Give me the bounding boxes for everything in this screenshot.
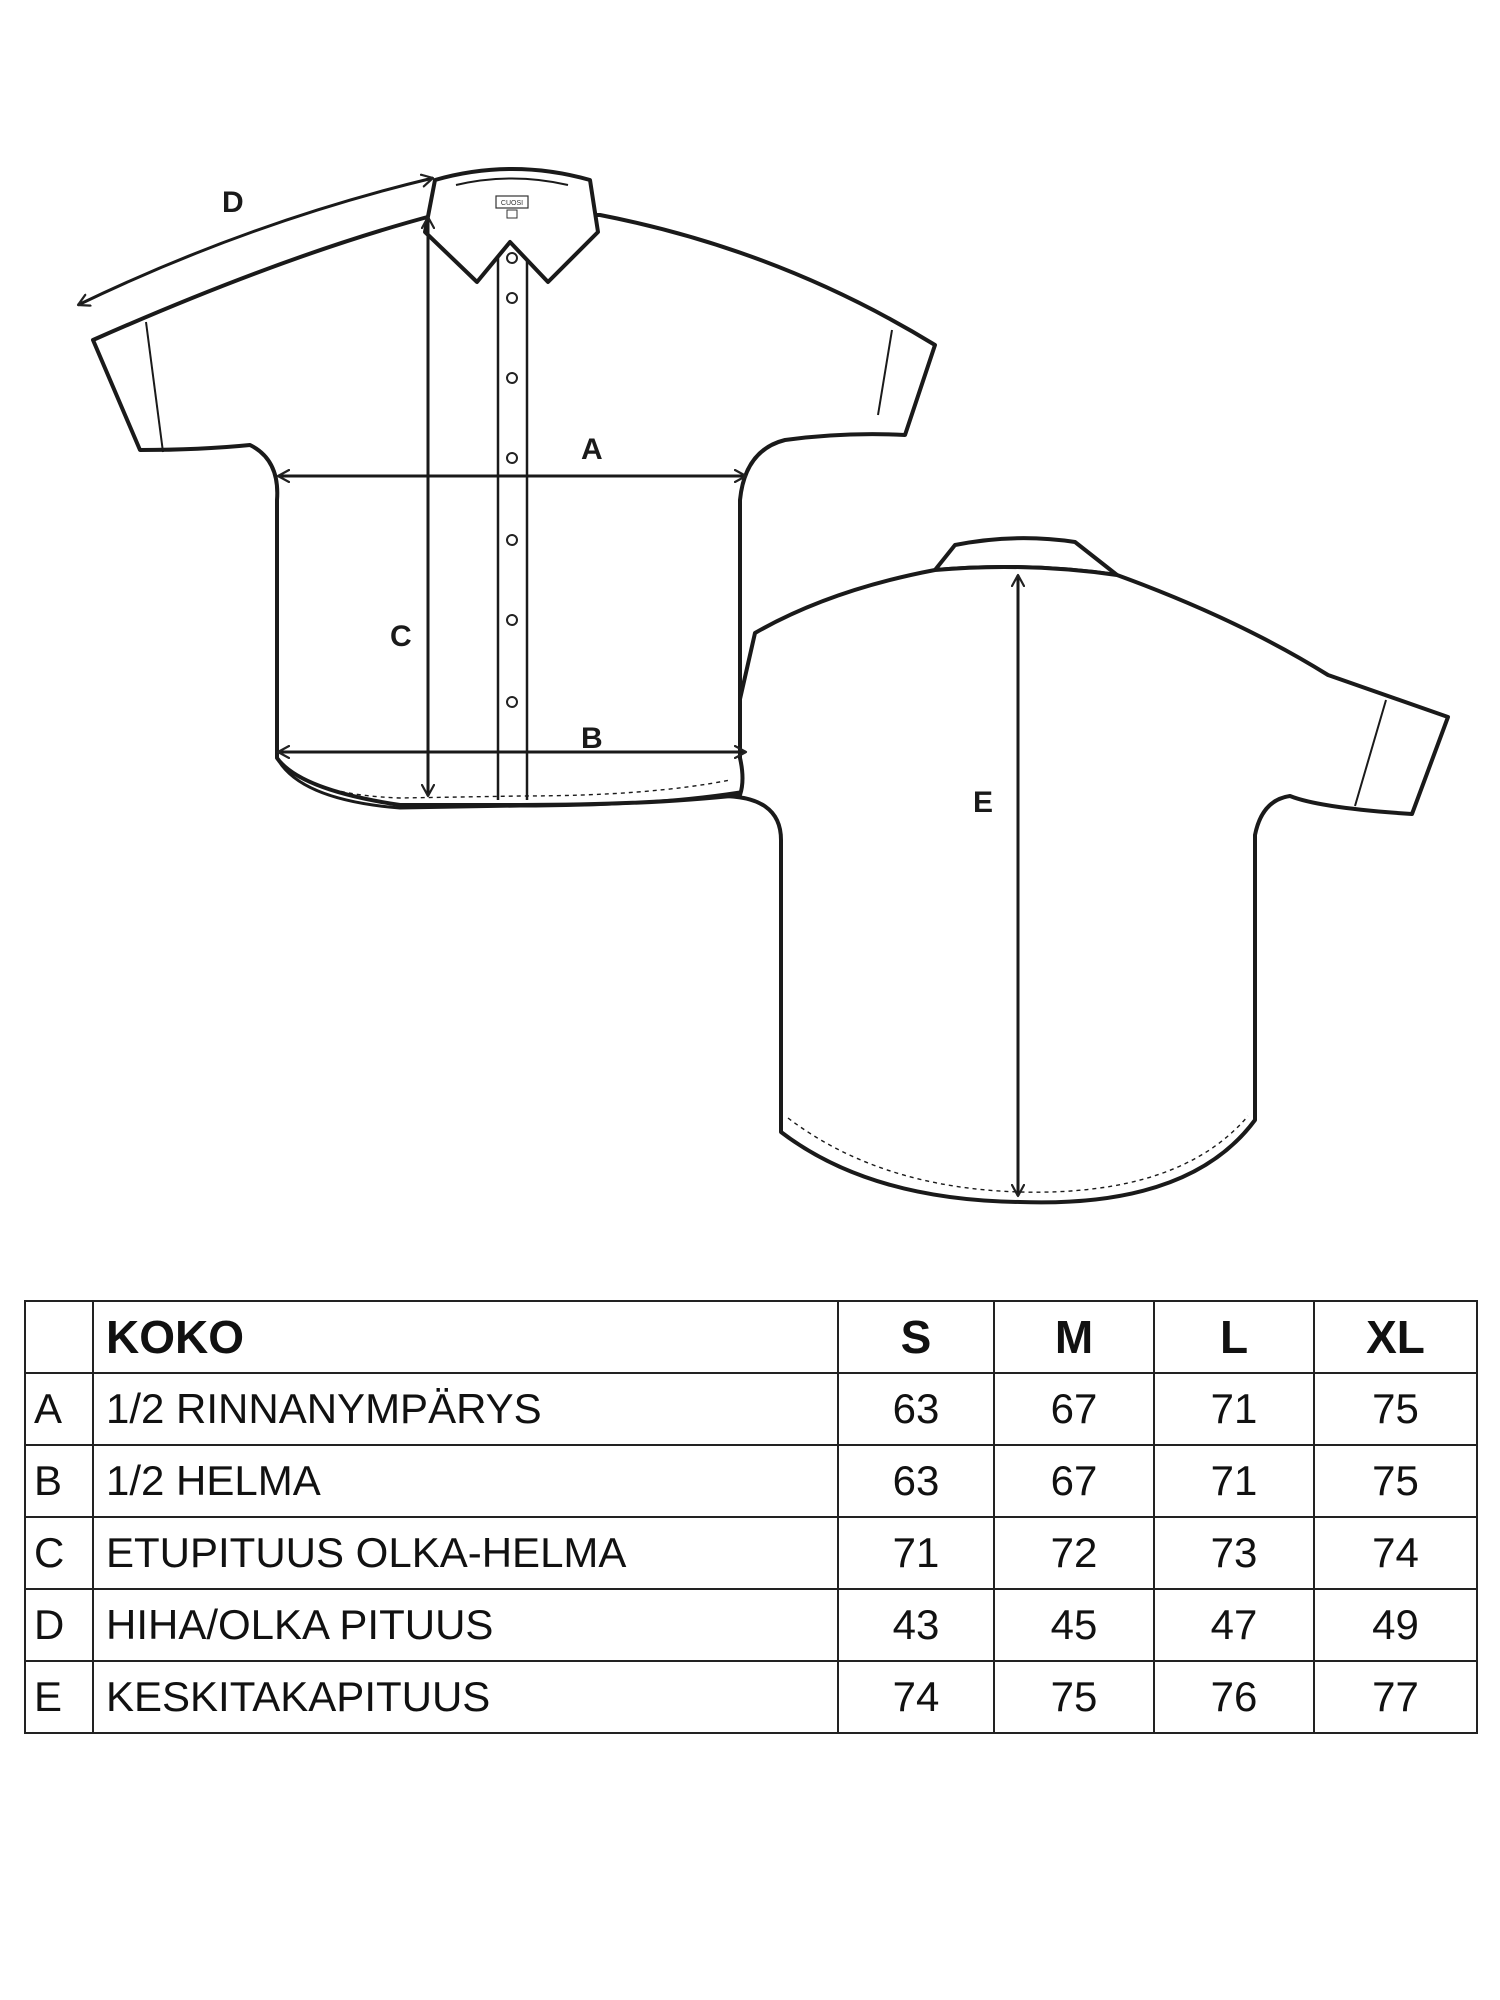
label-b: B xyxy=(581,722,603,755)
size-chart-table xyxy=(24,1300,1478,1734)
row-value-l: 76 xyxy=(1154,1661,1314,1733)
header-size-s: S xyxy=(838,1301,994,1373)
row-value-m: 75 xyxy=(994,1661,1154,1733)
row-value-l: 47 xyxy=(1154,1589,1314,1661)
row-value-s: 63 xyxy=(838,1445,994,1517)
row-value-s: 74 xyxy=(838,1661,994,1733)
row-value-m: 45 xyxy=(994,1589,1154,1661)
row-value-l: 71 xyxy=(1154,1373,1314,1445)
button xyxy=(507,535,517,545)
header-size-xl: XL xyxy=(1314,1301,1477,1373)
button xyxy=(507,697,517,707)
row-value-xl: 75 xyxy=(1314,1445,1477,1517)
row-value-xl: 75 xyxy=(1314,1373,1477,1445)
row-code: A xyxy=(25,1373,93,1445)
row-value-xl: 77 xyxy=(1314,1661,1477,1733)
row-description: KESKITAKAPITUUS xyxy=(93,1661,838,1733)
row-code: D xyxy=(25,1589,93,1661)
label-c: C xyxy=(390,620,412,653)
button xyxy=(507,615,517,625)
header-koko: KOKO xyxy=(93,1301,838,1373)
row-value-m: 67 xyxy=(994,1373,1154,1445)
row-value-xl: 49 xyxy=(1314,1589,1477,1661)
row-description: HIHA/OLKA PITUUS xyxy=(93,1589,838,1661)
size-table xyxy=(24,1300,1476,1734)
row-value-l: 71 xyxy=(1154,1445,1314,1517)
row-description: ETUPITUUS OLKA-HELMA xyxy=(93,1517,838,1589)
header-size-m: M xyxy=(994,1301,1154,1373)
row-value-m: 67 xyxy=(994,1445,1154,1517)
button xyxy=(507,453,517,463)
label-a: A xyxy=(581,433,603,466)
row-code: E xyxy=(25,1661,93,1733)
back-body-outline xyxy=(718,567,1448,1202)
row-value-l: 73 xyxy=(1154,1517,1314,1589)
row-value-m: 72 xyxy=(994,1517,1154,1589)
brand-tag-text: CUOSI xyxy=(500,200,524,207)
table-row xyxy=(25,1661,1477,1733)
row-description: 1/2 HELMA xyxy=(93,1445,838,1517)
row-description: 1/2 RINNANYMPÄRYS xyxy=(93,1373,838,1445)
row-value-xl: 74 xyxy=(1314,1517,1477,1589)
table-row xyxy=(25,1589,1477,1661)
button xyxy=(507,253,517,263)
button xyxy=(507,373,517,383)
table-row xyxy=(25,1517,1477,1589)
button xyxy=(507,293,517,303)
header-size-l: L xyxy=(1154,1301,1314,1373)
row-value-s: 71 xyxy=(838,1517,994,1589)
back-view-shirt xyxy=(718,538,1448,1202)
header-code-cell xyxy=(25,1301,93,1373)
label-e: E xyxy=(973,786,994,819)
row-code: B xyxy=(25,1445,93,1517)
row-code: C xyxy=(25,1517,93,1589)
table-header-row xyxy=(25,1301,1477,1373)
row-value-s: 63 xyxy=(838,1373,994,1445)
table-row xyxy=(25,1373,1477,1445)
row-value-s: 43 xyxy=(838,1589,994,1661)
label-d: D xyxy=(222,186,244,219)
table-row xyxy=(25,1445,1477,1517)
